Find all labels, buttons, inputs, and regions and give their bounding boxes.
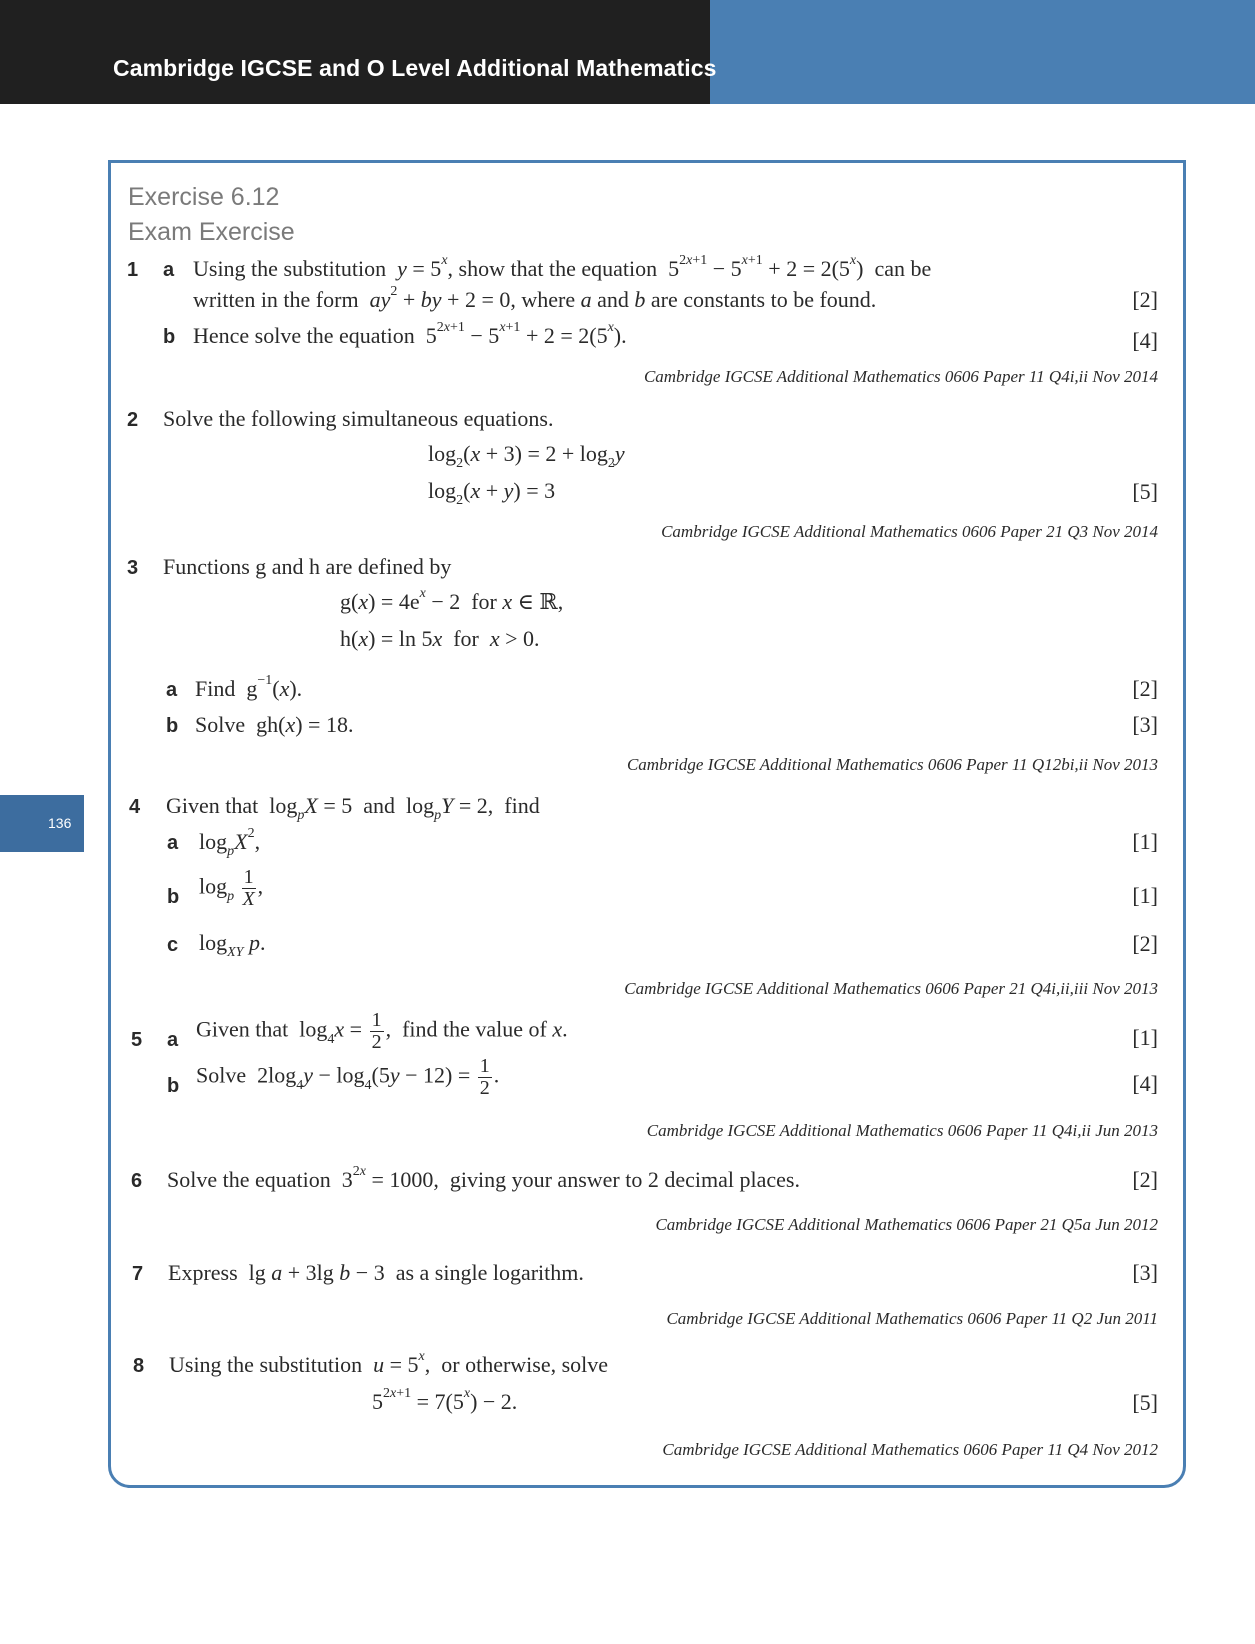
question-text: Solve gh(x) = 18. xyxy=(195,712,354,737)
marks: [2] xyxy=(1132,1167,1158,1192)
source-citation: Cambridge IGCSE Additional Mathematics 0606 Paper 21 Q4i,ii,iii Nov 2013 xyxy=(624,979,1158,998)
marks: [1] xyxy=(1132,883,1158,908)
question-text: Using the substitution $u = 5^x$, or otherwise, solve xyxy=(169,1349,609,1377)
question-text: Express lg a + 3lg b − 3 as a single logarithm. xyxy=(168,1260,584,1285)
question-number: 5 xyxy=(131,1029,143,1051)
question-number: 1 xyxy=(127,259,139,281)
question-number: 3 xyxy=(127,557,139,579)
question-text: $\log_p$ $\frac{1}{X}$ , xyxy=(199,866,264,910)
marks: [1] xyxy=(1132,1025,1158,1050)
source-citation: Cambridge IGCSE Additional Mathematics 0606 Paper 11 Q4 Nov 2012 xyxy=(662,1440,1158,1459)
question-number: 6 xyxy=(131,1170,143,1192)
marks: [2] xyxy=(1132,287,1158,312)
question-text: Functions g and h are defined by xyxy=(163,554,452,579)
function-definition: $g(x) = 4e^x - 2$ for x ∈ ℝ, xyxy=(340,586,564,614)
function-definition: h(x) = ln 5x for x > 0. xyxy=(340,626,540,651)
question-number: 2 xyxy=(127,409,139,431)
marks: [4] xyxy=(1132,328,1158,353)
part-label: b xyxy=(166,715,179,737)
question-text: Given that $\log_pX = 5$ and $\log_pY = 2$, find xyxy=(166,793,540,823)
marks: [4] xyxy=(1132,1071,1158,1096)
part-label: b xyxy=(167,886,180,908)
book-title: Cambridge IGCSE and O Level Additional Mathematics xyxy=(113,55,717,81)
exercise-title: Exercise 6.12 xyxy=(128,183,280,211)
page-number: 136 xyxy=(48,815,72,831)
exercise-box xyxy=(108,160,1186,1488)
question-text: Given that $\log_4x$ = $\frac{1}{2}$ , find the value of x. xyxy=(196,1009,568,1053)
question-text: Solve the equation $3^{2x} = 1000$, giving your answer to 2 decimal places. xyxy=(167,1164,800,1192)
equation: $5^{2x+1} = 7(5^x) - 2$. xyxy=(372,1386,518,1414)
header-blue-band xyxy=(710,0,1255,104)
question-text: Solve the following simultaneous equations. xyxy=(163,406,554,431)
part-label: b xyxy=(167,1075,180,1097)
source-citation: Cambridge IGCSE Additional Mathematics 0606 Paper 11 Q4i,ii Jun 2013 xyxy=(646,1121,1158,1140)
question-number: 4 xyxy=(129,796,141,818)
source-citation: Cambridge IGCSE Additional Mathematics 0606 Paper 11 Q2 Jun 2011 xyxy=(666,1309,1158,1328)
exercise-subtitle: Exam Exercise xyxy=(128,218,295,246)
part-label: a xyxy=(167,1029,179,1051)
marks: [3] xyxy=(1132,1260,1158,1285)
part-label: a xyxy=(167,832,179,854)
question-text: $\log_{XY} p$. xyxy=(199,930,266,960)
marks: [5] xyxy=(1132,1390,1158,1415)
source-citation: Cambridge IGCSE Additional Mathematics 0606 Paper 21 Q5a Jun 2012 xyxy=(655,1215,1158,1234)
marks: [2] xyxy=(1132,676,1158,701)
question-text: Find $g^{-1}(x)$. xyxy=(195,673,303,701)
equation: $\log_2(x + y) = 3$ xyxy=(428,478,556,508)
question-text: Hence solve the equation $5^{2x+1} - 5^{x+1} + 2 = 2(5^x)$. xyxy=(193,320,627,348)
part-label: c xyxy=(167,934,179,956)
marks: [2] xyxy=(1132,931,1158,956)
question-number: 7 xyxy=(132,1263,144,1285)
source-citation: Cambridge IGCSE Additional Mathematics 0606 Paper 11 Q12bi,ii Nov 2013 xyxy=(626,755,1158,774)
marks: [5] xyxy=(1132,479,1158,504)
page-number-tab xyxy=(0,795,84,852)
marks: [1] xyxy=(1132,829,1158,854)
question-text: written in the form $ay^2$ + by + 2 = 0, where a and b are constants to be found. xyxy=(193,284,877,312)
part-label: a xyxy=(166,679,178,701)
marks: [3] xyxy=(1132,712,1158,737)
part-label: a xyxy=(163,259,175,281)
question-text: Solve $2\log_4y - \log_4(5y - 12)$ = $\frac{1}{2}$ . xyxy=(196,1055,500,1099)
header-dark-band xyxy=(0,0,710,104)
question-text: $\log_pX^2$, xyxy=(199,826,261,859)
equation: $\log_2(x + 3) = 2 + \log_2y$ xyxy=(428,441,625,471)
source-citation: Cambridge IGCSE Additional Mathematics 0606 Paper 21 Q3 Nov 2014 xyxy=(661,522,1158,541)
question-number: 8 xyxy=(133,1355,145,1377)
source-citation: Cambridge IGCSE Additional Mathematics 0606 Paper 11 Q4i,ii Nov 2014 xyxy=(643,367,1158,386)
part-label: b xyxy=(163,326,176,348)
question-text: Using the substitution $y = 5^x$, show that the equation $5^{2x+1} - 5^{x+1} + 2 = 2(5^x)$ can be xyxy=(193,253,932,281)
